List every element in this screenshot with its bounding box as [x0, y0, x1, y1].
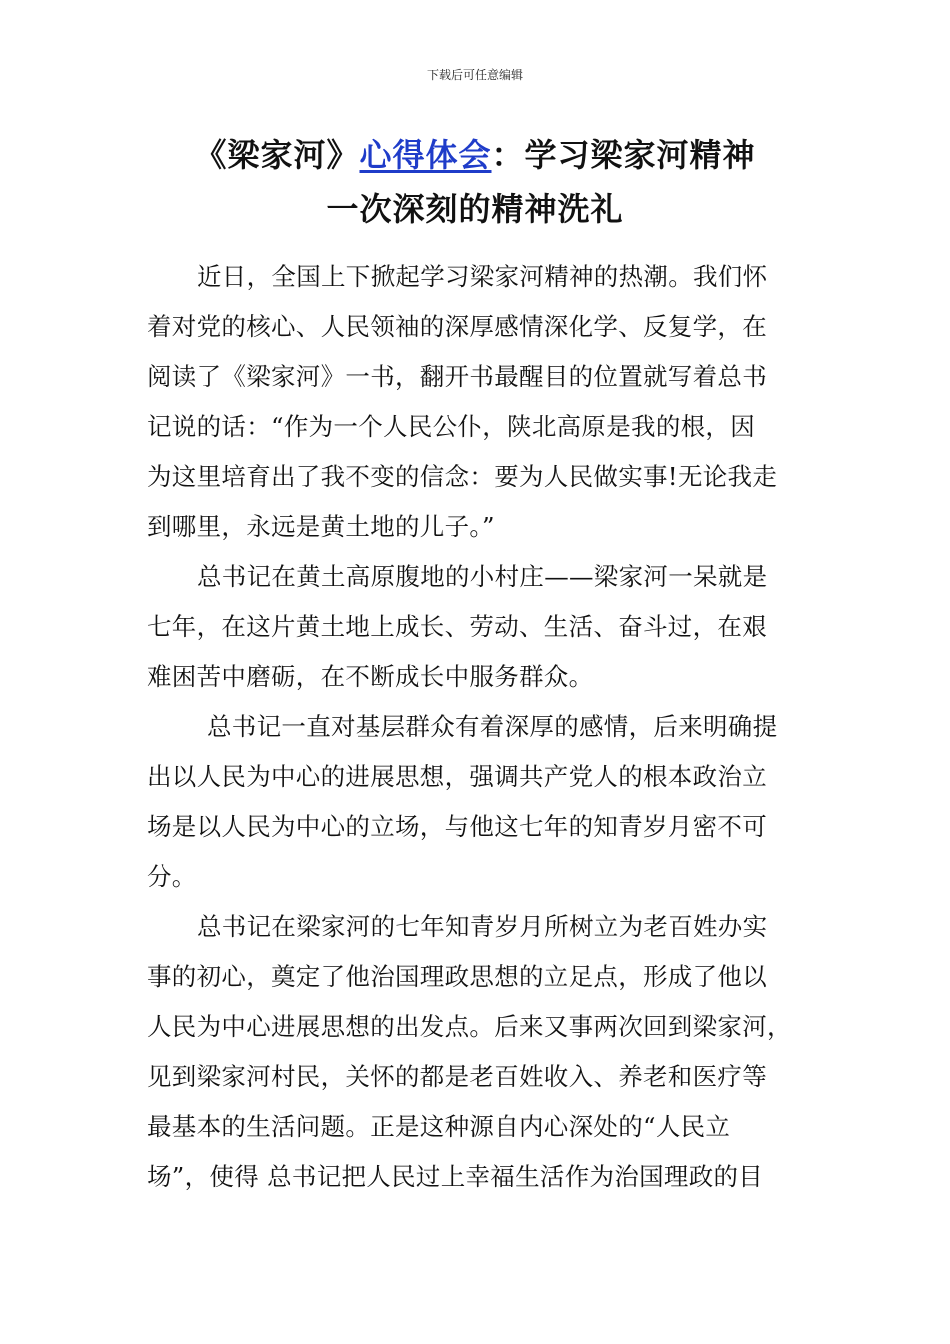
title-line-2: 一次深刻的精神洗礼 — [326, 190, 624, 228]
header-note: 下载后可任意编辑 — [426, 68, 523, 82]
text-line: 总书记一直对基层群众有着深厚的感情，后来明确提 — [207, 712, 778, 741]
text-line: 分。 — [147, 862, 197, 891]
text-line: 近日，全国上下掀起学习梁家河精神的热潮。我们怀 — [197, 262, 768, 291]
text-line: 人民为中心进展思想的出发点。后来又事两次回到梁家河， — [147, 1012, 792, 1041]
text-line: 阅读了《梁家河》一书，翻开书最醒目的位置就写着总书 — [147, 362, 767, 391]
text-line: 出以人民为中心的进展思想，强调共产党人的根本政治立 — [147, 762, 767, 791]
text-line: 为这里培育出了我不变的信念：要为人民做实事!无论我走 — [147, 462, 778, 491]
title-link[interactable]: 心得体会 — [359, 136, 492, 174]
text-line: 场”，使得 总书记把人民过上幸福生活作为治国理政的目 — [147, 1162, 764, 1191]
title-subject: ：学习梁家河精神 — [491, 136, 756, 174]
text-line: 着对党的核心、人民领袖的深厚感情深化学、反复学，在 — [147, 312, 767, 341]
text-line: 总书记在黄土高原腹地的小村庄——梁家河一呆就是 — [197, 562, 768, 591]
text-line: 七年，在这片黄土地上成长、劳动、生活、奋斗过，在艰 — [147, 612, 767, 641]
text-line: 场是以人民为中心的立场，与他这七年的知青岁月密不可 — [147, 812, 767, 841]
title-line-1 — [0, 130, 950, 176]
text-line: 记说的话：“作为一个人民公仆，陕北高原是我的根，因 — [147, 412, 756, 441]
text-line: 到哪里，永远是黄土地的儿子。” — [147, 512, 495, 541]
text-line: 最基本的生活问题。正是这种源自内心深处的“人民立 — [147, 1112, 731, 1141]
text-line: 事的初心，奠定了他治国理政思想的立足点，形成了他以 — [147, 962, 767, 991]
article-body — [147, 252, 807, 1202]
text-line: 总书记在梁家河的七年知青岁月所树立为老百姓办实 — [197, 912, 768, 941]
text-line: 见到梁家河村民，关怀的都是老百姓收入、养老和医疗等 — [147, 1062, 767, 1091]
text-line: 难困苦中磨砺，在不断成长中服务群众。 — [147, 662, 594, 691]
title-book-name: 《梁家河》 — [194, 136, 360, 174]
